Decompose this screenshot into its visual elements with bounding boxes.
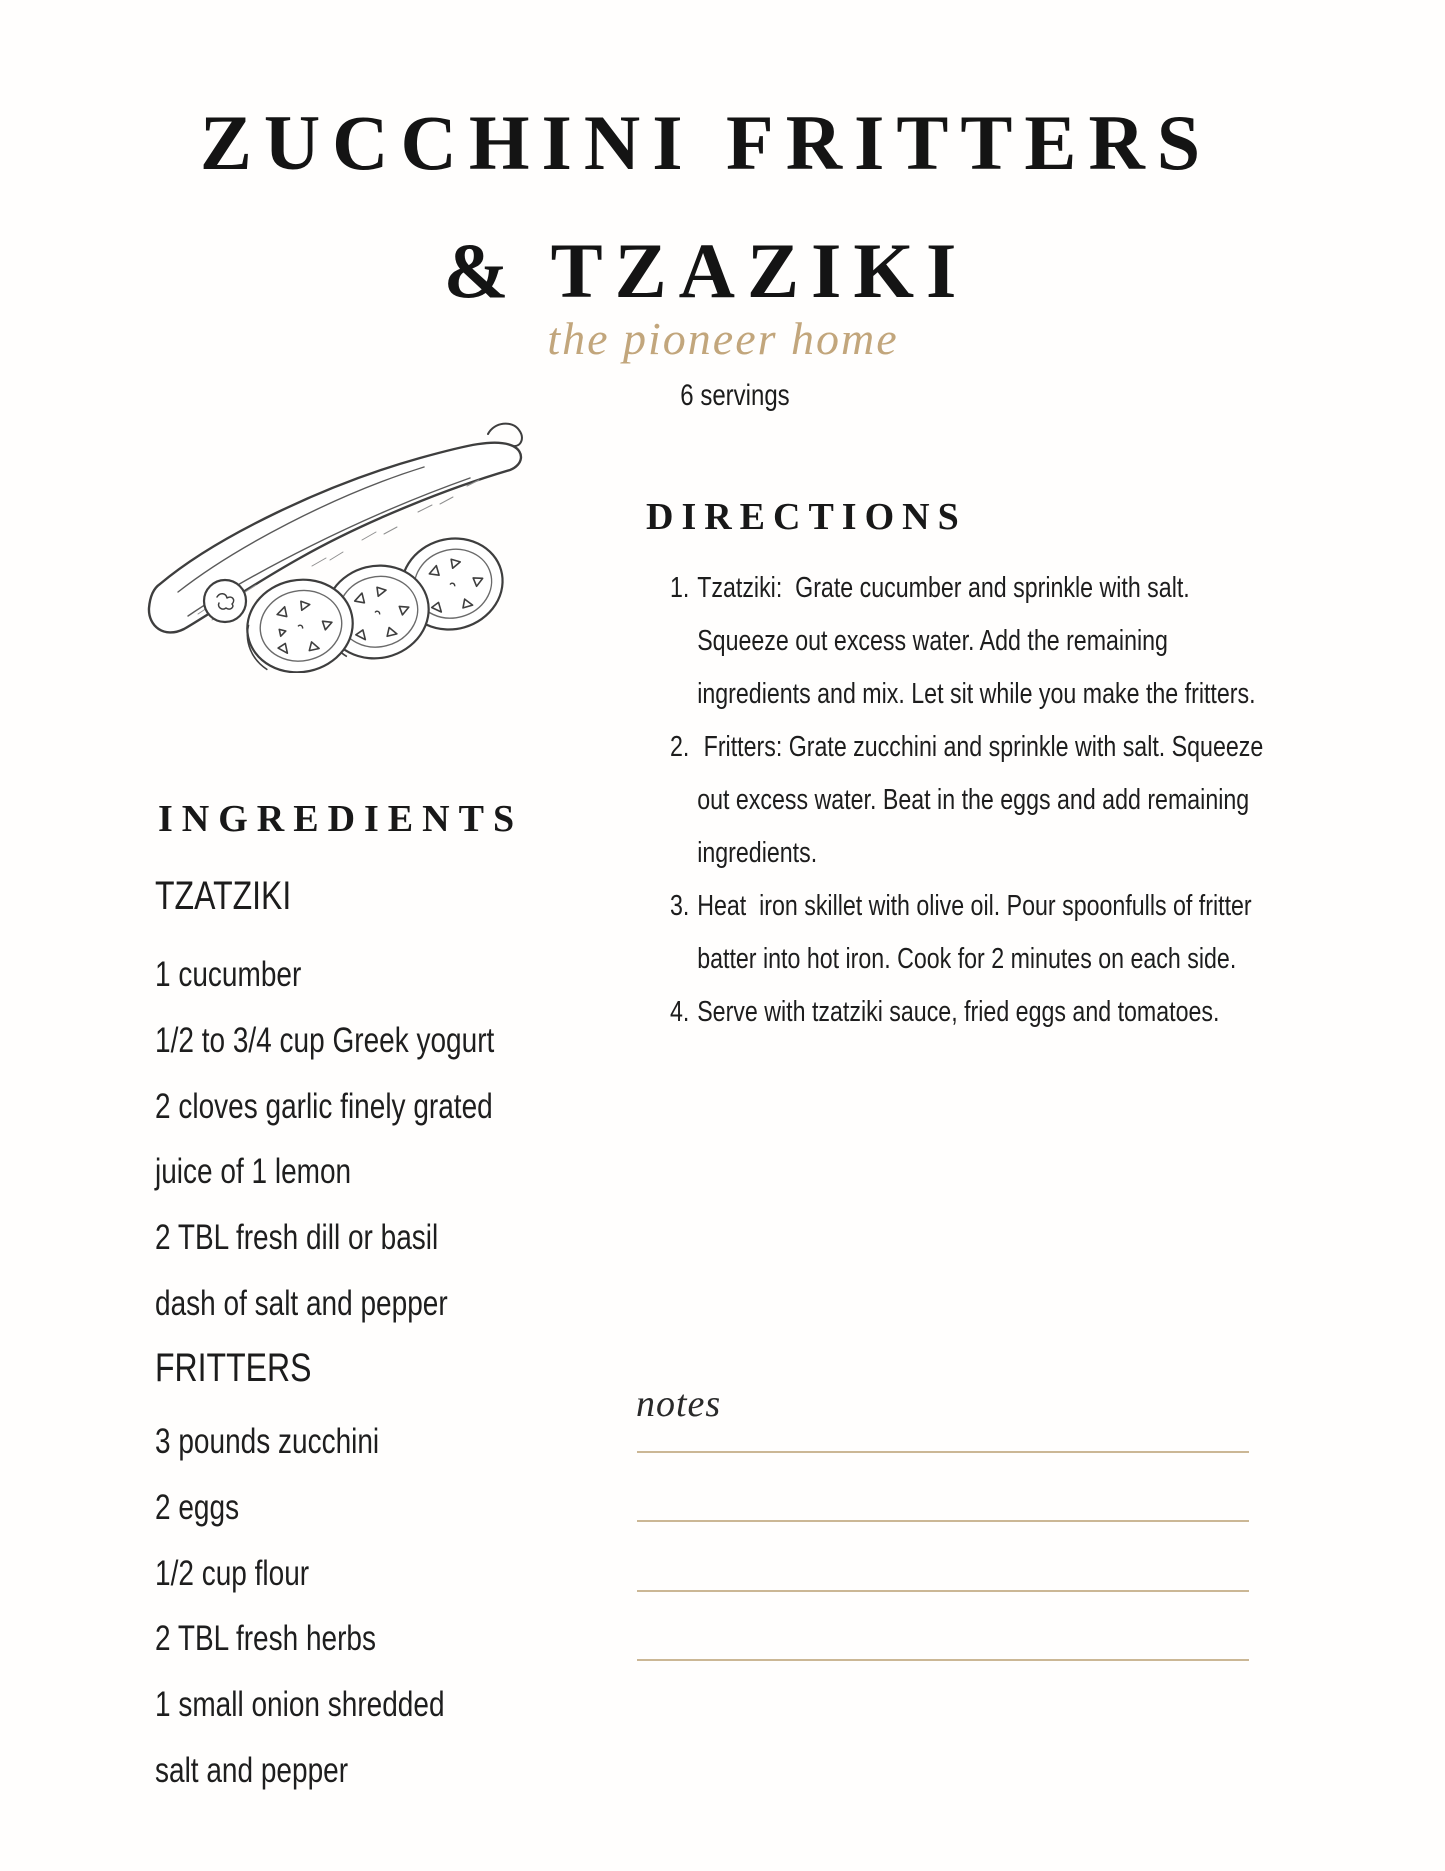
ingredient-item: dash of salt and pepper [155, 1283, 448, 1323]
fritters-ingredient-list [155, 1409, 445, 1804]
ingredient-item: 2 TBL fresh dill or basil [155, 1218, 439, 1258]
directions-list [670, 562, 1275, 1039]
notes-ruled-line [637, 1659, 1249, 1661]
ingredients-heading: INGREDIENTS [158, 798, 524, 840]
step-number: 2. [670, 731, 690, 763]
direction-step [670, 562, 1275, 721]
step-number: 4. [670, 996, 690, 1028]
brand-subtitle: the pioneer home [547, 313, 899, 364]
page-title-line1: ZUCCHINI FRITTERS [199, 99, 1213, 186]
step-number: 1. [670, 572, 690, 604]
directions-heading: DIRECTIONS [646, 496, 967, 538]
fritters-subheading: FRITTERS [155, 1346, 312, 1390]
zucchini-sketch-icon [122, 388, 537, 673]
ingredient-item: salt and pepper [155, 1750, 349, 1790]
ingredient-item: 1 cucumber [155, 955, 302, 994]
tzatziki-subheading: TZATZIKI [155, 874, 292, 918]
step-text: Serve with tzatziki sauce, fried eggs and tomatoes. [697, 996, 1220, 1028]
ingredient-item: 1/2 cup flour [155, 1553, 310, 1593]
ingredient-item: 2 cloves garlic finely grated [155, 1086, 493, 1126]
ingredient-item: 1/2 to 3/4 cup Greek yogurt [155, 1020, 495, 1060]
page-title-line2: & TZAZIKI [443, 227, 969, 314]
servings-label: 6 servings [680, 379, 790, 412]
direction-step [670, 721, 1275, 880]
step-text: Tzatziki: Grate cucumber and sprinkle with salt. Squeeze out excess water. Add the remaining ingredients and mix. Let sit while you make the fritters. [697, 572, 1256, 710]
step-number: 3. [670, 890, 690, 922]
direction-step [670, 986, 1275, 1039]
tzatziki-ingredient-list [155, 942, 494, 1337]
ingredient-item: 2 TBL fresh herbs [155, 1619, 377, 1659]
notes-ruled-line [637, 1451, 1249, 1453]
ingredient-item: 1 small onion shredded [155, 1685, 445, 1725]
direction-step [670, 880, 1275, 986]
notes-label: notes [636, 1383, 722, 1425]
step-text: Heat iron skillet with olive oil. Pour spoonfulls of fritter batter into hot iron. Cook for 2 minutes on each side. [697, 890, 1259, 975]
ingredient-item: juice of 1 lemon [155, 1152, 352, 1192]
step-text: Fritters: Grate zucchini and sprinkle with salt. Squeeze out excess water. Beat in the eggs and add remaining ingredients. [697, 731, 1270, 869]
notes-ruled-line [637, 1520, 1249, 1522]
notes-ruled-line [637, 1590, 1249, 1592]
ingredient-item: 2 eggs [155, 1487, 240, 1527]
ingredient-item: 3 pounds zucchini [155, 1422, 380, 1461]
